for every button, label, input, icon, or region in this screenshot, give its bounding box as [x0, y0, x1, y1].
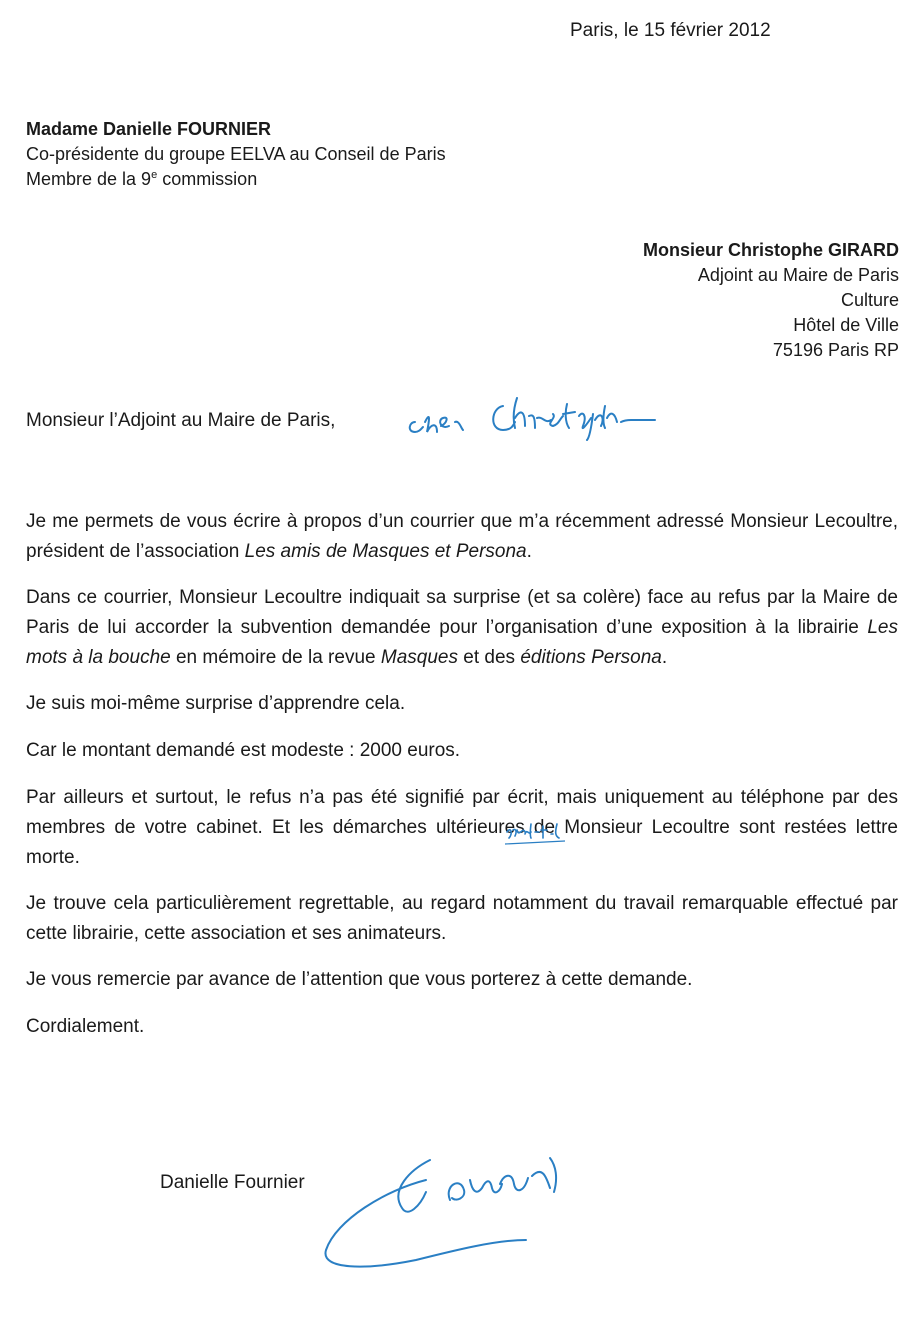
paragraph-2-end: .	[661, 647, 668, 668]
signature-name: Danielle Fournier	[160, 1172, 305, 1193]
recipient-postcode: 75196 Paris RP	[772, 340, 899, 360]
sender-commission-sup: e	[151, 169, 158, 181]
paragraph-2-text-c: et des	[457, 647, 521, 668]
publisher-name: éditions Persona	[520, 647, 662, 668]
recipient-block	[643, 238, 899, 363]
paragraph-2-text-b: en mémoire de la revue	[170, 647, 381, 668]
paragraph-1-end: .	[526, 541, 532, 562]
sender-title: Co-présidente du groupe EELVA au Conseil de Paris	[26, 144, 446, 164]
letter-body	[26, 507, 898, 1059]
handwritten-salutation	[403, 392, 673, 442]
paragraph-2-text: Dans ce courrier, Monsieur Lecoultre indiquait sa surprise (et sa colère) face au refus par la Maire de Paris de lui accorder la subvention demandée pour l’organisation d’une exposition à la librairie	[26, 587, 898, 638]
recipient-building: Hôtel de Ville	[793, 315, 899, 335]
handwritten-signature	[300, 1140, 660, 1280]
paragraph-4: Car le montant demandé est modeste : 2000 euros.	[26, 740, 461, 761]
sender-commission-text: Membre de la 9	[26, 169, 152, 189]
sender-commission	[26, 167, 446, 192]
paragraph-2	[26, 583, 898, 673]
recipient-department: Culture	[840, 290, 899, 310]
sender-name: Madame Danielle FOURNIER	[26, 119, 272, 139]
letter-date: Paris, le 15 février 2012	[570, 20, 771, 41]
association-name: Les amis de Masques et Persona	[244, 541, 527, 562]
salutation: Monsieur l’Adjoint au Maire de Paris,	[26, 410, 336, 431]
paragraph-8: Cordialement.	[26, 1016, 145, 1037]
paragraph-6: Je trouve cela particulièrement regrettable, au regard notamment du travail remarquable effectué par cette librairie, cette association et ses animateurs.	[26, 893, 898, 944]
paragraph-1-text: Je me permets de vous écrire à propos d’un courrier que m’a récemment adressé Monsieur Lecoultre, président de l’association	[26, 511, 898, 562]
recipient-name: Monsieur Christophe GIRARD	[642, 240, 899, 260]
sender-commission-text-end: commission	[157, 169, 258, 189]
recipient-title: Adjoint au Maire de Paris	[697, 265, 899, 285]
handwritten-note	[505, 820, 565, 846]
paragraph-1	[26, 507, 898, 567]
paragraph-3: Je suis moi-même surprise d’apprendre cela.	[26, 693, 406, 714]
paragraph-7: Je vous remercie par avance de l’attention que vous porterez à cette demande.	[26, 969, 693, 990]
paragraph-5: Par ailleurs et surtout, le refus n’a pas été signifié par écrit, mais uniquement au téléphone par des membres de votre cabinet. Et les démarches ultérieures de Monsieur Lecoultre sont restées lettre morte.	[26, 787, 898, 868]
bookshop-name: Les mots à la bouche	[26, 617, 898, 668]
review-name: Masques	[380, 647, 458, 668]
sender-block	[26, 117, 446, 192]
